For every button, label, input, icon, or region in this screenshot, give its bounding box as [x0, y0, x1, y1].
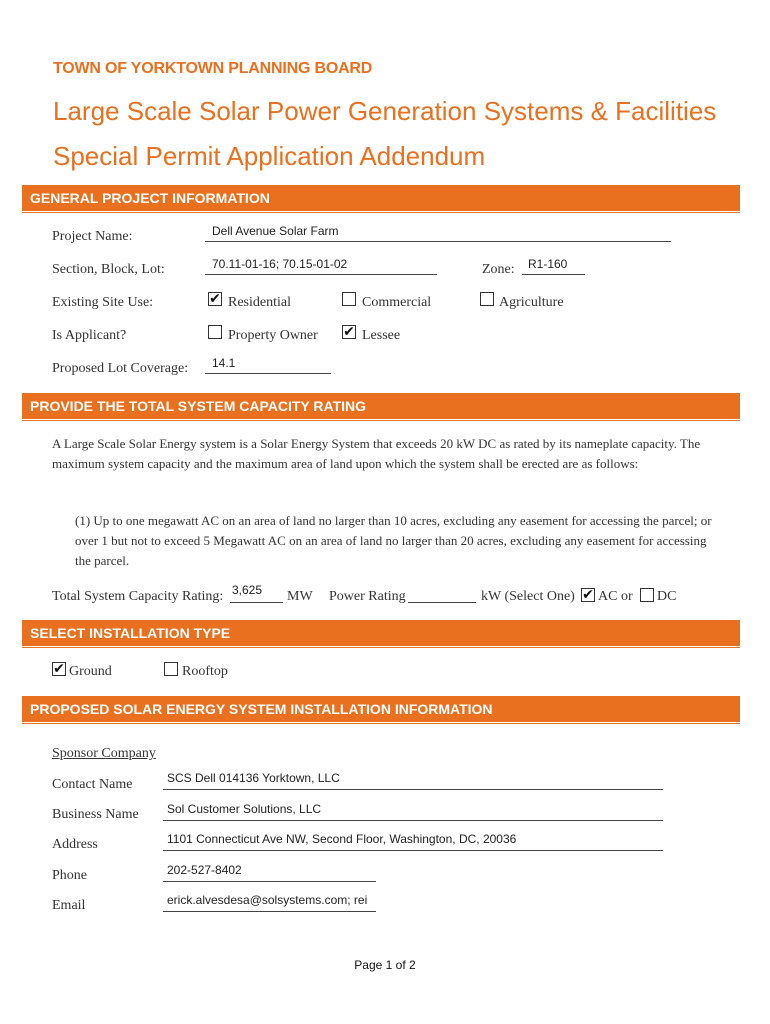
commercial-checkbox[interactable]: [342, 292, 356, 306]
ac-label: AC or: [598, 589, 633, 604]
address-field[interactable]: [163, 850, 663, 851]
email-value: erick.alvesdesa@solsystems.com; rei: [167, 893, 368, 907]
kw-select-label: kW (Select One): [481, 589, 575, 604]
email-label: Email: [52, 898, 86, 913]
project-name-field[interactable]: [205, 241, 671, 242]
total-capacity-value: 3,625: [232, 583, 263, 597]
sbl-label: Section, Block, Lot:: [52, 262, 165, 277]
residential-label: Residential: [228, 295, 291, 310]
dc-checkbox[interactable]: [640, 588, 654, 602]
zone-field[interactable]: [522, 274, 585, 275]
section-installation-header: SELECT INSTALLATION TYPE: [22, 620, 740, 646]
phone-label: Phone: [52, 868, 87, 883]
commercial-label: Commercial: [362, 295, 432, 310]
address-value: 1101 Connecticut Ave NW, Second Floor, Washington, DC, 20036: [167, 832, 517, 846]
agriculture-label: Agriculture: [499, 295, 564, 310]
page-number: Page 1 of 2: [354, 958, 416, 972]
contact-name-field[interactable]: [163, 789, 663, 790]
residential-checkbox[interactable]: ✔: [209, 291, 221, 307]
power-rating-label: Power Rating: [329, 589, 406, 604]
total-capacity-field[interactable]: [230, 602, 283, 603]
project-name-label: Project Name:: [52, 229, 133, 244]
lot-coverage-value: 14.1: [212, 356, 236, 370]
agriculture-checkbox[interactable]: [480, 292, 494, 306]
property-owner-label: Property Owner: [228, 328, 318, 343]
sbl-field[interactable]: [205, 274, 437, 275]
lessee-checkbox[interactable]: ✔: [343, 324, 355, 340]
property-owner-checkbox[interactable]: [208, 325, 222, 339]
page-title: Large Scale Solar Power Generation Systems & Facilities: [53, 96, 717, 126]
zone-label: Zone:: [482, 262, 515, 277]
business-name-field[interactable]: [163, 820, 663, 821]
section-proposed-header: PROPOSED SOLAR ENERGY SYSTEM INSTALLATION INFORMATION: [22, 696, 740, 722]
ground-label: Ground: [69, 664, 112, 679]
sbl-value: 70.11-01-16; 70.15-01-02: [212, 257, 348, 271]
dc-label: DC: [657, 589, 677, 604]
contact-name-value: SCS Dell 014136 Yorktown, LLC: [167, 771, 340, 785]
section-capacity-header: PROVIDE THE TOTAL SYSTEM CAPACITY RATING: [22, 393, 740, 419]
total-capacity-label: Total System Capacity Rating:: [52, 589, 224, 604]
power-rating-field[interactable]: [408, 602, 476, 603]
site-use-label: Existing Site Use:: [52, 295, 154, 310]
lessee-label: Lessee: [362, 328, 401, 343]
zone-value: R1-160: [528, 257, 568, 271]
applicant-label: Is Applicant?: [52, 328, 127, 343]
rooftop-label: Rooftop: [182, 664, 228, 679]
page-subtitle: Special Permit Application Addendum: [53, 141, 486, 171]
business-name-label: Business Name: [52, 807, 139, 822]
business-name-value: Sol Customer Solutions, LLC: [167, 802, 322, 816]
sponsor-heading: Sponsor Company: [52, 746, 156, 761]
lot-coverage-field[interactable]: [205, 373, 331, 374]
capacity-item-1: (1) Up to one megawatt AC on an area of land no larger than 10 acres, excluding any easement for accessing the parcel; or over 1 but not to exceed 5 Megawatt AC on an area of land no larger than 20 acres, excluding any easement for accessing the parcel.: [75, 513, 712, 568]
rooftop-checkbox[interactable]: [164, 662, 178, 676]
ground-checkbox[interactable]: ✔: [53, 661, 65, 677]
lot-coverage-label: Proposed Lot Coverage:: [52, 361, 189, 376]
mw-label: MW: [287, 589, 313, 604]
address-label: Address: [52, 837, 98, 852]
capacity-paragraph: A Large Scale Solar Energy system is a Solar Energy System that exceeds 20 kW DC as rated by its nameplate capacity. The maximum system capacity and the maximum area of land upon which the system shall be erected are as follows:: [52, 436, 701, 471]
contact-name-label: Contact Name: [52, 777, 133, 792]
org-name: TOWN OF YORKTOWN PLANNING BOARD: [53, 60, 373, 77]
project-name-value: Dell Avenue Solar Farm: [212, 224, 339, 238]
section-general-header: GENERAL PROJECT INFORMATION: [22, 185, 740, 211]
email-field[interactable]: [163, 911, 376, 912]
phone-field[interactable]: [163, 881, 376, 882]
phone-value: 202-527-8402: [167, 863, 242, 877]
ac-checkbox[interactable]: ✔: [582, 587, 594, 603]
